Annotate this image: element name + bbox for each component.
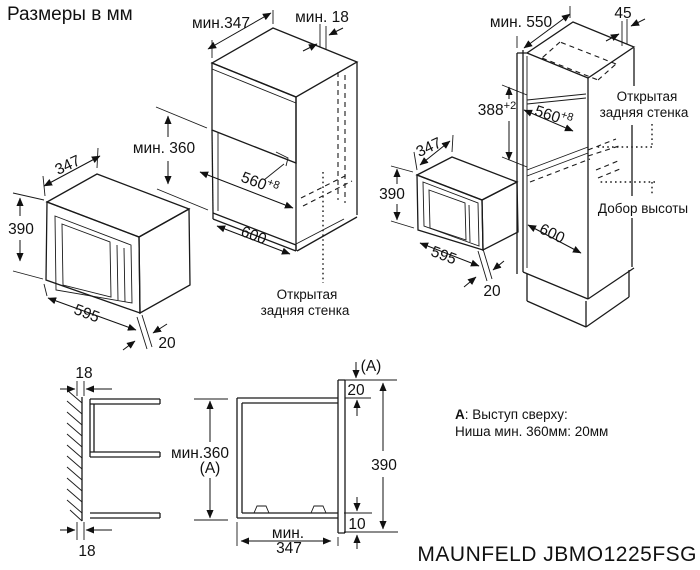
- dim-label: (А): [360, 358, 382, 375]
- dim-label: 20: [347, 382, 365, 399]
- dim-label: 20: [158, 335, 176, 352]
- mw-door-frame: [423, 182, 479, 246]
- open-back-label-1: Открытая: [616, 89, 678, 104]
- note-line2: Ниша мин. 360мм: 20мм: [455, 424, 609, 439]
- col-bottom-edges: [523, 268, 634, 299]
- ext: [44, 284, 47, 296]
- dim-label: 390: [371, 457, 397, 474]
- dim-niche-width: [200, 164, 293, 208]
- dim-depth-347: [414, 135, 453, 170]
- cab-upper-panel: [212, 63, 296, 163]
- dim-lip-20: [464, 249, 504, 300]
- cab-top-face: [212, 28, 357, 97]
- page-title: Размеры в мм: [7, 4, 133, 25]
- col-back-right-edge: [632, 48, 634, 267]
- niche-outline: [237, 398, 338, 518]
- mw-front-face: [417, 175, 483, 250]
- dim-niche-width: [524, 101, 575, 131]
- dim-top-rail: [606, 5, 645, 46]
- gap-lines: [77, 522, 84, 540]
- mw-door-divider: [117, 245, 125, 302]
- tall-cabinet-drawing: [478, 5, 689, 327]
- mw-door-divider: [469, 205, 470, 242]
- dim-width-595: [420, 243, 479, 268]
- niche-side-view: [237, 358, 398, 557]
- lip-lines: [478, 249, 492, 281]
- dim-label: 390: [8, 221, 34, 238]
- dim-label: 347: [413, 134, 445, 161]
- dim-niche-height: [133, 107, 208, 210]
- dim-label-1: мин.: [271, 525, 305, 542]
- dim-bottom-overhang: [348, 497, 366, 549]
- lip-lines: [137, 315, 152, 349]
- dim-label: 18: [75, 365, 93, 382]
- mw-door-frame: [55, 216, 132, 303]
- dim-ref-a: [356, 358, 381, 378]
- dim-label: мин. 360: [132, 140, 196, 157]
- dim-front-height: [371, 383, 397, 529]
- cabinet-section: [90, 399, 160, 518]
- cab-upper-panel-line: [212, 69, 296, 103]
- cab-left-edge: [212, 130, 213, 213]
- dim-label: 45: [614, 5, 632, 22]
- dim-label: 20: [483, 283, 501, 300]
- col-shelf-top: [527, 94, 586, 104]
- open-back-label-2: задняя стенка: [260, 303, 350, 318]
- dim-label: 595: [71, 301, 102, 327]
- open-back-label-1: Открытая: [276, 287, 338, 302]
- dim-label-2: 347: [276, 540, 302, 557]
- dim-label: мин.360: [170, 445, 230, 462]
- ext: [156, 107, 208, 210]
- ticks: [344, 380, 398, 532]
- dim-label: 595: [428, 243, 459, 269]
- dim-label: мин. 18: [295, 9, 349, 26]
- dim-height-390: [379, 166, 414, 228]
- dim-height-390: [8, 193, 44, 279]
- col-plinth: [527, 270, 629, 327]
- dim-cabinet-width: [528, 221, 581, 253]
- cab-floor-back: [296, 219, 344, 244]
- note-line1: : Выступ сверху:: [464, 407, 568, 422]
- wall-hatch: [67, 390, 82, 521]
- open-back-leader: [596, 124, 655, 196]
- appliance-front-panel: [338, 380, 345, 533]
- dim-label: $560^{+8}$: [532, 102, 575, 127]
- arrow: [303, 44, 317, 51]
- cab-open-back-dashes: [301, 72, 352, 206]
- dim-label: мин. 550: [489, 14, 553, 31]
- arrow: [631, 19, 645, 26]
- dim-label: 10: [348, 516, 366, 533]
- open-back-label-2: задняя стенка: [599, 105, 689, 120]
- dim-top-gap: [295, 9, 349, 51]
- dim-label: $560^{+8}$: [238, 168, 282, 195]
- right-microwave-drawing: [379, 135, 518, 300]
- dim-label: 600: [238, 223, 269, 249]
- arrow: [329, 28, 343, 35]
- col-platform-dashes: [530, 139, 620, 182]
- dim-ref: (А): [199, 460, 221, 477]
- left-microwave-drawing: [8, 148, 190, 352]
- dim-lip-20: [123, 315, 176, 352]
- arrow: [464, 277, 476, 287]
- niche-cabinet-drawing: [133, 9, 357, 318]
- dim-niche-height: [478, 85, 527, 167]
- height-addon-label: Добор высоты: [597, 201, 689, 216]
- dim-label: 18: [78, 543, 96, 560]
- mw-top-face: [417, 157, 517, 200]
- gap-lines: [320, 24, 326, 49]
- dim-top-overhang: [347, 382, 365, 416]
- mw-side-face: [482, 182, 518, 250]
- arrow: [153, 324, 167, 333]
- dim-label: мин.347: [191, 15, 251, 32]
- mw-side-face: [139, 209, 190, 313]
- mw-door-window: [429, 190, 466, 240]
- arrow: [123, 341, 135, 350]
- dim-label: 347: [52, 152, 84, 179]
- dim-label: 600: [536, 220, 568, 248]
- cab-right-edges: [296, 62, 357, 251]
- dim-label: 390: [379, 186, 405, 203]
- arrow: [493, 261, 504, 270]
- gap-lines: [77, 381, 84, 396]
- appliance-foot: [254, 506, 326, 513]
- col-front-frame: [517, 50, 523, 274]
- dim-niche-depth: [237, 522, 338, 557]
- dim-niche-height: [171, 399, 229, 520]
- model-name: MAUNFELD JBMO1225FSG: [417, 543, 697, 566]
- wall-side-view: [60, 365, 229, 560]
- note-a: [455, 406, 608, 440]
- dim-top-depth: [490, 6, 570, 48]
- dim-label: $388^{+2}$: [477, 100, 517, 119]
- dim-gap-top: [60, 365, 112, 396]
- note-ref: А: [455, 407, 465, 422]
- dim-gap-bottom: [60, 522, 112, 560]
